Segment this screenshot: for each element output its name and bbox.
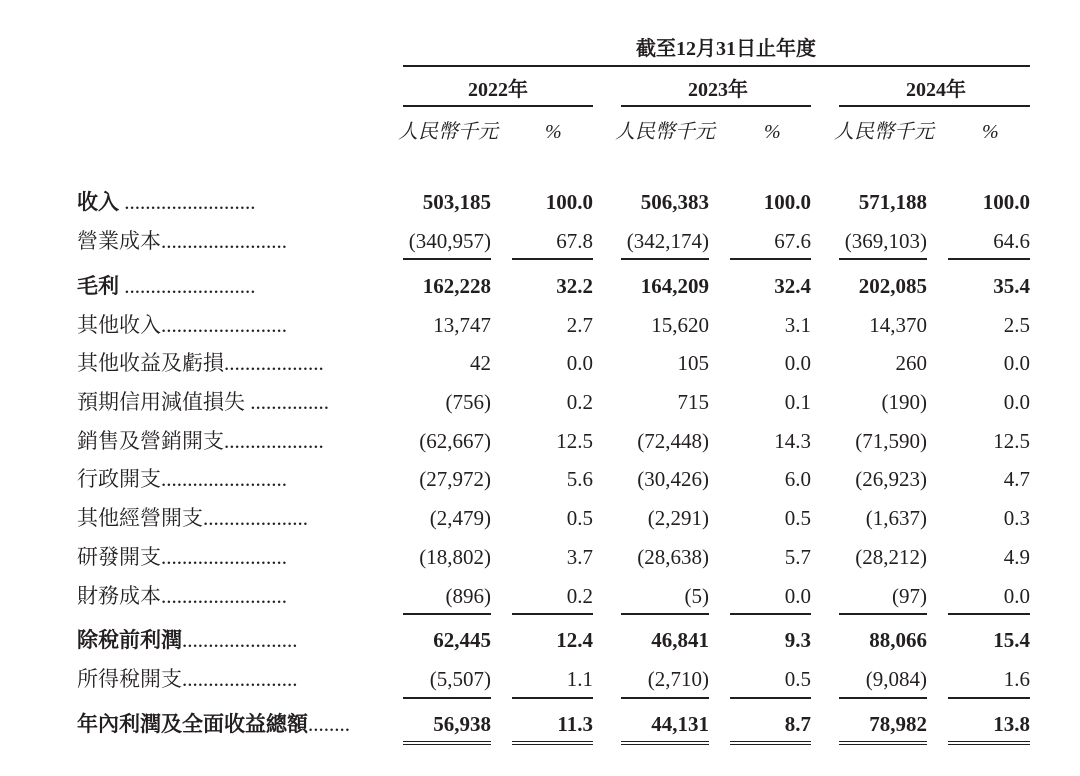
row-label-text: 其他收益及虧損 [77,351,224,375]
cell-pct-2022: 100.0 [545,190,593,214]
cell-amount-2024: (97) [892,584,927,608]
cell-pct-2024: 4.7 [1003,467,1030,491]
row-label [77,712,373,736]
row-label-text: 研發開支 [77,545,161,569]
leader-dots: ........................ [161,584,287,608]
row-label-text: 所得稅開支 [77,667,182,691]
row-label-text: 年內利潤及全面收益總額 [77,712,308,736]
row-label [77,429,373,453]
cell-amount-2024: 88,066 [869,628,927,652]
row-label-text: 毛利 [77,274,119,298]
period-rule [403,65,1030,67]
cell-pct-2022: 5.6 [566,467,593,491]
cell-pct-2024: 0.0 [1003,584,1030,608]
cell-pct-2023: 100.0 [763,190,811,214]
row-label [77,467,373,491]
row-label-text: 預期信用減值損失 [77,390,245,414]
cell-amount-2022: (5,507) [429,667,491,691]
cell-pct-2022: 0.0 [566,351,593,375]
cell-amount-2024: (28,212) [855,545,927,569]
leader-dots: ...................... [182,667,298,691]
cell-pct-2022: 0.2 [566,584,593,608]
cell-amount-2022: (27,972) [419,467,491,491]
year-rule-2024 [839,105,1030,107]
subtotal-rule [839,613,927,615]
cell-pct-2024: 1.6 [1003,667,1030,691]
cell-pct-2023: 5.7 [784,545,811,569]
cell-amount-2022: (896) [445,584,491,608]
leader-dots: ........................ [161,229,287,253]
cell-amount-2023: 105 [677,351,709,375]
year-rule-2022 [403,105,593,107]
cell-amount-2024: (9,084) [865,667,927,691]
cell-amount-2023: 15,620 [651,313,709,337]
cell-amount-2022: (2,479) [429,506,491,530]
cell-amount-2023: (2,710) [647,667,709,691]
row-label-text: 其他收入 [77,313,161,337]
cell-pct-2024: 12.5 [993,429,1030,453]
cell-amount-2023: (5) [684,584,709,608]
leader-dots: ......................... [119,190,256,214]
cell-pct-2022: 2.7 [566,313,593,337]
cell-pct-2023: 0.1 [784,390,811,414]
cell-amount-2024: (71,590) [855,429,927,453]
total-double-rule [403,741,491,745]
unit-amount-2022: 人民幣千元 [398,121,498,143]
leader-dots: ........................ [161,545,287,569]
leader-dots: ................... [224,351,324,375]
cell-pct-2022: 32.2 [556,274,593,298]
cell-pct-2023: 0.5 [784,667,811,691]
cell-amount-2023: (28,638) [637,545,709,569]
subtotal-rule [403,697,491,699]
cell-pct-2024: 100.0 [982,190,1030,214]
cell-amount-2024: 571,188 [858,190,927,214]
subtotal-rule [512,258,593,260]
leader-dots: .................... [203,506,308,530]
cell-amount-2023: 506,383 [640,190,709,214]
cell-amount-2024: 260 [895,351,927,375]
row-label [77,667,373,691]
total-double-rule [839,741,927,745]
row-label [77,390,373,414]
cell-pct-2024: 35.4 [993,274,1030,298]
leader-dots: ........................ [161,313,287,337]
cell-pct-2023: 3.1 [784,313,811,337]
cell-amount-2024: (26,923) [855,467,927,491]
cell-pct-2023: 0.0 [784,351,811,375]
cell-pct-2024: 0.0 [1003,351,1030,375]
cell-pct-2022: 12.5 [556,429,593,453]
cell-pct-2023: 67.6 [774,229,811,253]
unit-pct-2024: % [982,121,999,143]
cell-pct-2024: 2.5 [1003,313,1030,337]
cell-amount-2022: (340,957) [408,229,491,253]
cell-pct-2023: 0.5 [784,506,811,530]
cell-amount-2022: 62,445 [433,628,491,652]
subtotal-rule [948,697,1030,699]
row-label-text: 營業成本 [77,229,161,253]
cell-amount-2023: 164,209 [640,274,709,298]
subtotal-rule [948,258,1030,260]
cell-amount-2023: (72,448) [637,429,709,453]
year-header-2024: 2024年 [906,79,966,101]
period-header: 截至12月31日止年度 [636,38,816,60]
cell-amount-2023: 44,131 [651,712,709,736]
row-label [77,584,373,608]
cell-amount-2023: (30,426) [637,467,709,491]
cell-pct-2022: 1.1 [566,667,593,691]
row-label-text: 銷售及營銷開支 [77,429,224,453]
cell-amount-2024: 202,085 [858,274,927,298]
leader-dots: ......................... [119,274,256,298]
row-label [77,545,373,569]
leader-dots: ........................ [161,467,287,491]
cell-pct-2023: 32.4 [774,274,811,298]
row-label-text: 除稅前利潤 [77,628,182,652]
cell-amount-2023: (2,291) [647,506,709,530]
cell-pct-2024: 0.3 [1003,506,1030,530]
cell-amount-2024: (369,103) [844,229,927,253]
total-double-rule [730,741,811,745]
cell-amount-2022: 162,228 [422,274,491,298]
cell-pct-2024: 64.6 [993,229,1030,253]
total-double-rule [621,741,709,745]
cell-amount-2022: 42 [470,351,491,375]
cell-amount-2022: 56,938 [433,712,491,736]
cell-pct-2022: 12.4 [556,628,593,652]
row-label [77,190,373,214]
total-double-rule [512,741,593,745]
subtotal-rule [512,613,593,615]
unit-amount-2023: 人民幣千元 [615,121,715,143]
cell-pct-2022: 11.3 [557,712,593,736]
year-rule-2023 [621,105,811,107]
cell-amount-2022: (756) [445,390,491,414]
total-double-rule [948,741,1030,745]
cell-pct-2022: 3.7 [566,545,593,569]
row-label-text: 財務成本 [77,584,161,608]
unit-amount-2024: 人民幣千元 [834,121,934,143]
subtotal-rule [512,697,593,699]
row-label [77,351,373,375]
cell-pct-2024: 15.4 [993,628,1030,652]
row-label [77,274,373,298]
subtotal-rule [403,613,491,615]
cell-amount-2022: (62,667) [419,429,491,453]
cell-amount-2024: (190) [881,390,927,414]
row-label [77,229,373,253]
leader-dots: ...................... [182,628,298,652]
cell-pct-2024: 0.0 [1003,390,1030,414]
cell-amount-2024: 78,982 [869,712,927,736]
cell-amount-2022: 503,185 [422,190,491,214]
cell-amount-2022: 13,747 [433,313,491,337]
subtotal-rule [730,697,811,699]
subtotal-rule [730,613,811,615]
subtotal-rule [403,258,491,260]
leader-dots: ............... [245,390,329,414]
year-header-2022: 2022年 [468,79,528,101]
subtotal-rule [730,258,811,260]
subtotal-rule [621,258,709,260]
cell-pct-2022: 67.8 [556,229,593,253]
row-label-text: 收入 [77,190,119,214]
unit-pct-2022: % [545,121,562,143]
cell-pct-2024: 4.9 [1003,545,1030,569]
cell-amount-2023: (342,174) [626,229,709,253]
row-label [77,313,373,337]
row-label-text: 其他經營開支 [77,506,203,530]
subtotal-rule [948,613,1030,615]
cell-pct-2023: 9.3 [784,628,811,652]
cell-pct-2023: 0.0 [784,584,811,608]
cell-pct-2023: 14.3 [774,429,811,453]
cell-pct-2023: 8.7 [784,712,811,736]
cell-amount-2023: 715 [677,390,709,414]
cell-amount-2024: (1,637) [865,506,927,530]
subtotal-rule [839,697,927,699]
leader-dots: ........ [308,712,350,736]
subtotal-rule [621,613,709,615]
subtotal-rule [839,258,927,260]
leader-dots: ................... [224,429,324,453]
row-label [77,506,373,530]
cell-amount-2023: 46,841 [651,628,709,652]
row-label-text: 行政開支 [77,467,161,491]
cell-amount-2022: (18,802) [419,545,491,569]
cell-pct-2023: 6.0 [784,467,811,491]
cell-pct-2024: 13.8 [993,712,1030,736]
year-header-2023: 2023年 [688,79,748,101]
subtotal-rule [621,697,709,699]
cell-amount-2024: 14,370 [869,313,927,337]
unit-pct-2023: % [764,121,781,143]
row-label [77,628,373,652]
cell-pct-2022: 0.2 [566,390,593,414]
cell-pct-2022: 0.5 [566,506,593,530]
